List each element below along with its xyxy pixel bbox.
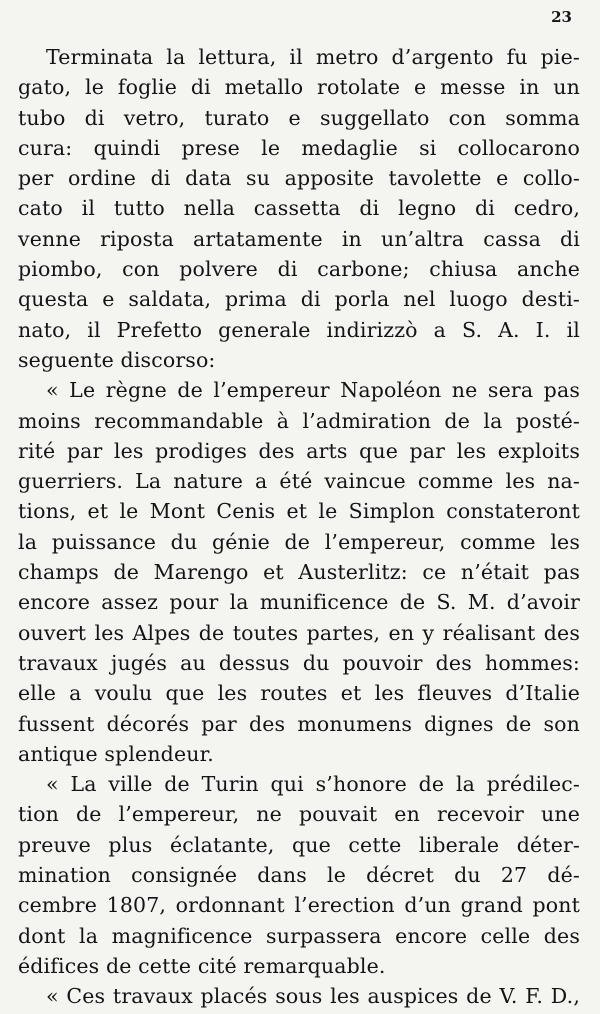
text-line: encore assez pour la munificence de S. M. d’avoir xyxy=(18,590,580,615)
text-line: preuve plus éclatante, que cette liberale déter- xyxy=(18,832,580,857)
text-line: champs de Marengo et Austerlitz: ce n’était pas xyxy=(18,560,580,585)
text-line: Terminata la lettura, il metro d’argento fu pie- xyxy=(46,45,580,69)
text-line: seguente discorso: xyxy=(18,347,216,372)
text-line: mination consignée dans le décret du 27 dé- xyxy=(18,863,580,888)
text-line: venne riposta artatamente in un’altra cassa di xyxy=(18,226,580,251)
text-line: tions, et le Mont Cenis et le Simplon constateront xyxy=(18,499,580,524)
text-line: travaux jugés au dessus du pouvoir des hommes: xyxy=(18,650,580,675)
paragraph-4 xyxy=(18,981,580,1011)
text-line: moins recommandable à l’admiration de la posté- xyxy=(18,408,580,433)
text-line: per ordine di data su apposite tavolette e collo- xyxy=(18,166,580,191)
text-line: piombo, con polvere di carbone; chiusa anche xyxy=(18,257,580,282)
text-line: « La ville de Turin qui s’honore de la prédilec- xyxy=(46,772,580,797)
text-line: cembre 1807, ordonnant l’erection d’un grand pont xyxy=(18,893,580,918)
text-line: édifices de cette cité remarquable. xyxy=(18,953,386,978)
page-number: 23 xyxy=(551,8,572,26)
text-line: « Ces travaux placés sous les auspices de V. F. D., xyxy=(46,984,580,1009)
text-line: nato, il Prefetto generale indirizzò a S. A. I. il xyxy=(18,317,580,342)
body-text xyxy=(18,42,580,1012)
text-line: antique splendeur. xyxy=(18,741,214,766)
text-line: rité par les prodiges des arts que par les exploits xyxy=(18,438,580,463)
paragraph-3 xyxy=(18,769,580,981)
text-line: dont la magnificence surpassera encore celle des xyxy=(18,923,580,948)
text-line: elle a voulu que les routes et les fleuves d’Italie xyxy=(18,681,580,706)
text-line: ouvert les Alpes de toutes partes, en y réalisant des xyxy=(18,620,580,645)
text-line: la puissance du génie de l’empereur, comme les xyxy=(18,529,580,554)
text-line: cura: quindi prese le medaglie si collocarono xyxy=(18,135,580,160)
text-line: tubo di vetro, turato e suggellato con somma xyxy=(18,105,580,130)
text-line: questa e saldata, prima di porla nel luogo desti- xyxy=(18,287,580,312)
text-line: « Le règne de l’empereur Napoléon ne sera pas xyxy=(46,378,580,403)
text-line: gato, le foglie di metallo rotolate e messe in un xyxy=(18,75,580,100)
paragraph-1 xyxy=(18,42,580,375)
text-line: cato il tutto nella cassetta di legno di cedro, xyxy=(18,196,580,221)
text-line: tion de l’empereur, ne pouvait en recevoir une xyxy=(18,802,580,827)
text-line: guerriers. La nature a été vaincue comme les na- xyxy=(18,469,580,494)
paragraph-2 xyxy=(18,375,580,769)
text-line: fussent décorés par des monumens dignes de son xyxy=(18,711,580,736)
